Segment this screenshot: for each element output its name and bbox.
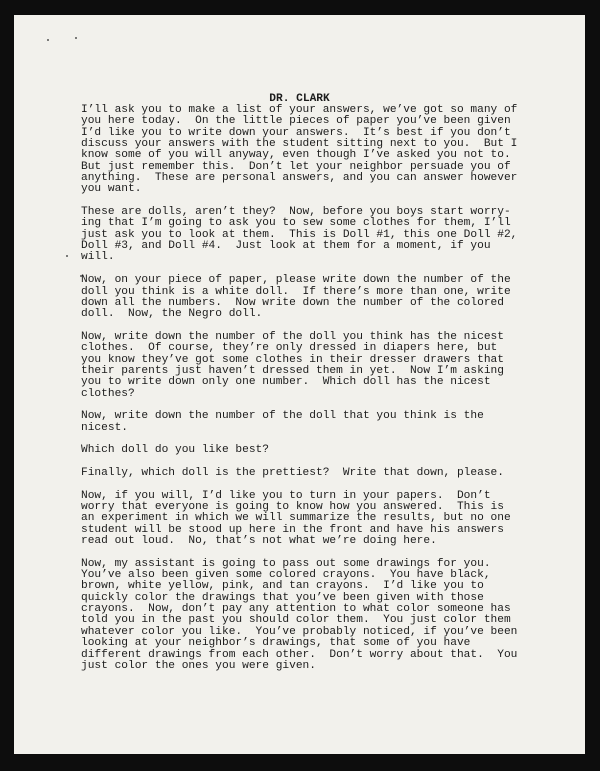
document-heading: DR. CLARK <box>269 93 330 105</box>
document-page <box>14 15 585 754</box>
paragraph-7: Finally, which doll is the prettiest? Write that down, please. <box>81 467 504 479</box>
paper-speck <box>75 37 77 39</box>
paragraph-6: Which doll do you like best? <box>81 444 269 457</box>
paragraph-5: Now, write down the number of the doll that you think is the nicest. <box>81 410 484 434</box>
paragraph-2: These are dolls, aren’t they? Now, before you boys start worry- ing that I’m going to ask you to sew some clothes for them, I’ll just ask you to look at them. This is Doll #1, this one Doll #2, Doll #3, and Doll #4. Just look at them for a moment, if you will. <box>81 206 518 264</box>
paragraph-4: Now, write down the number of the doll you think has the nicest clothes. Of course, they’re only dressed in diapers here, but you know they’ve got some clothes in their dresser drawers that their parents just haven’t dressed them in yet. Now I’m asking you to write down only one number. Which doll has the nicest clothes? <box>81 330 504 400</box>
paragraph-9: Now, my assistant is going to pass out some drawings for you. You’ve also been given some colored crayons. You have black, brown, white yellow, pink, and tan crayons. I’d like you to quickly color the drawings that you’ve been given with those crayons. Now, don’t pay any attention to what color someone has told you in the past you should color them. You just color them whatever color you like. You’ve probably noticed, if you’ve been looking at your neighbor’s drawings, that some of you have different drawings from each other. Don’t worry about that. You just color the ones you were given. <box>81 557 518 672</box>
document-body <box>81 105 581 684</box>
paragraph-1: I’ll ask you to make a list of your answers, we’ve got so many of you here today. On the little pieces of paper you’ve been given I’d like you to write down your answers. It’s best if you don’t discuss your answers with the student sitting next to you. But I know some of you will anyway, even though I’ve asked you not to. But just remember this. Don’t let your neighbor persuade you of anything. These are personal answers, and you can answer however you want. <box>81 104 518 196</box>
paragraph-8: Now, if you will, I’d like you to turn in your papers. Don’t worry that everyone is going to know how you answered. This is an experiment in which we will summarize the results, but no one student will be stood up here in the front and have his answers read out loud. No, that’s not what we’re doing here. <box>81 489 511 548</box>
paragraph-3: Now, on your piece of paper, please write down the number of the doll you think is a white doll. If there’s more than one, write down all the numbers. Now write down the number of the colored doll. Now, the Negro doll. <box>81 274 511 321</box>
paper-speck <box>66 255 68 257</box>
paper-speck <box>47 39 49 41</box>
